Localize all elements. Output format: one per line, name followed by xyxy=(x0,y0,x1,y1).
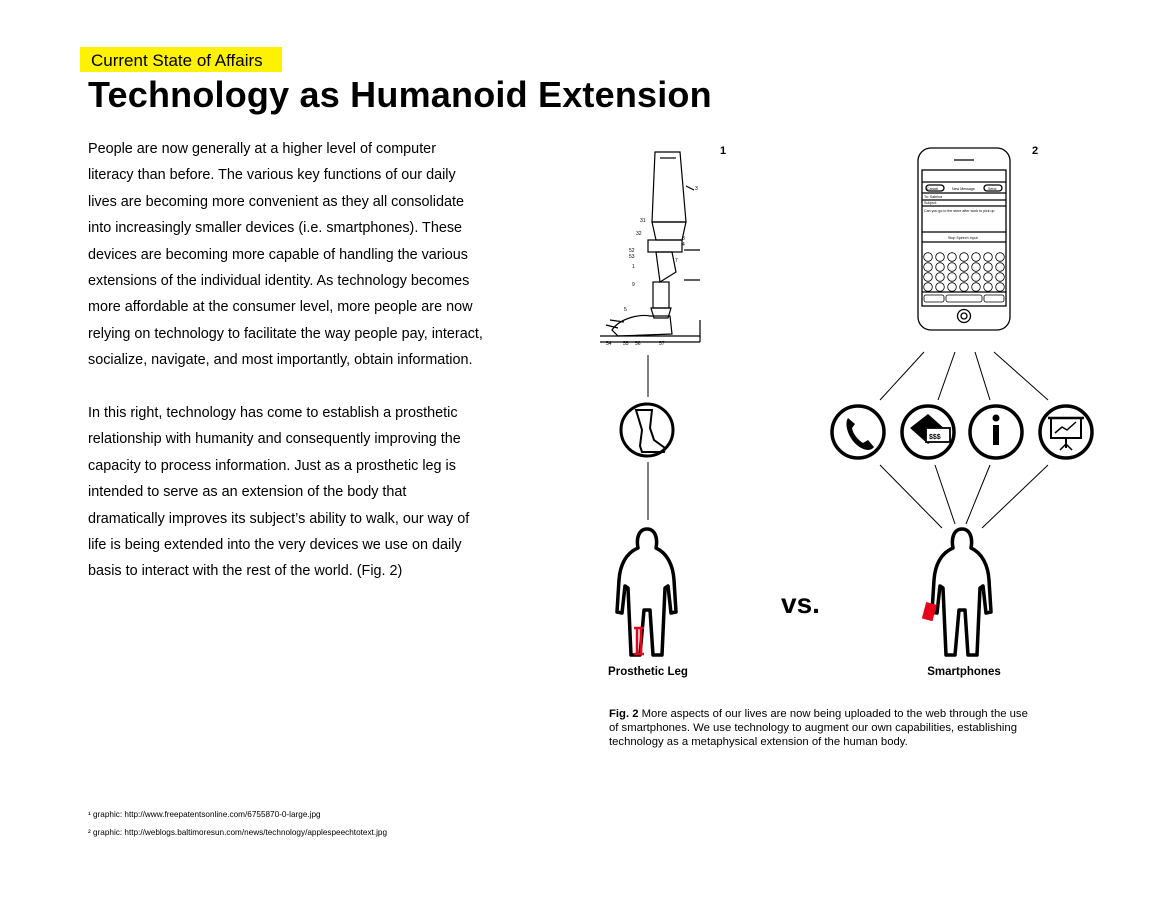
svg-text:31: 31 xyxy=(640,218,646,224)
prosthetic-leg-label: Prosthetic Leg xyxy=(608,666,688,678)
caption-prefix: Fig. 2 xyxy=(609,708,639,720)
svg-text:1: 1 xyxy=(632,264,635,270)
svg-text:55: 55 xyxy=(623,341,629,347)
human-figure-smartphone xyxy=(922,529,991,655)
paragraph-2: In this right, technology has come to establish a prosthetic relationship with humanity and consequently improving the capacity to process information. Just as a prosthetic leg is intended to serve as an extension of the body that dramatically improves its subject’s ability to walk, our way of life is being extended into the very devices we use on daily basis to interact with the rest of the world. (Fig. 2) xyxy=(88,405,470,580)
footnote-1: ¹ graphic: http://www.freepatentsonline.com/6755870-0-large.jpg xyxy=(88,810,321,819)
svg-text:53: 53 xyxy=(629,254,635,260)
page-title: Technology as Humanoid Extension xyxy=(88,74,712,115)
panel-2-number: 2 xyxy=(1032,145,1039,157)
screen-cancel-label: Cancel xyxy=(927,187,939,191)
vs-label: vs. xyxy=(781,588,820,619)
svg-text:7: 7 xyxy=(675,258,678,264)
svg-text:8: 8 xyxy=(682,236,685,242)
screen-stop-speech: Stop Speech Input xyxy=(948,236,978,240)
smartphone-marker xyxy=(922,602,937,621)
svg-text:3: 3 xyxy=(695,186,698,192)
presentation-icon xyxy=(1040,406,1092,458)
panel-1-number: 1 xyxy=(720,145,727,157)
prosthetic-leg-patent-drawing xyxy=(600,152,700,342)
phone-icon xyxy=(832,406,884,458)
human-figure-prosthetic xyxy=(617,529,676,655)
svg-text:54: 54 xyxy=(606,341,612,347)
svg-text:9: 9 xyxy=(632,282,635,288)
screen-send-label: Send xyxy=(988,187,997,191)
paragraph-1: People are now generally at a higher level of computer literacy than before. The various key functions of our daily lives are becoming more convenient as they all consolidate into increasingly smaller devices (i.e. smartphones). These devices are becoming more capable of handling the various extensions of the individual identity. As technology becomes more affordable at the consumer level, more people are now relying on technology to facilitate the way people pay, interact, socialize, navigate, and most importantly, obtain information. xyxy=(88,141,483,369)
caption-text: More aspects of our lives are now being uploaded to the web through the use of smartphones. We use technology to augment our own capabilities, establishing technology as a metaphysical extension of the human body. xyxy=(609,708,1028,748)
connector-lines xyxy=(648,352,1048,528)
footnote-2: ² graphic: http://weblogs.baltimoresun.com/news/technology/applespeechtotext.jpg xyxy=(88,827,388,837)
smartphones-label: Smartphones xyxy=(927,666,1001,678)
leg-icon xyxy=(621,404,673,456)
screen-new-message-label: New Message xyxy=(952,187,975,191)
svg-text:56: 56 xyxy=(635,341,641,347)
smartphone-keypad xyxy=(924,253,1005,302)
svg-text:4: 4 xyxy=(682,242,685,248)
payment-card-icon xyxy=(902,406,954,458)
svg-text:$$$: $$$ xyxy=(929,434,941,441)
svg-text:32: 32 xyxy=(636,231,642,237)
screen-subject-line: Subject: xyxy=(924,201,937,205)
svg-text:5: 5 xyxy=(624,307,627,313)
svg-text:57: 57 xyxy=(659,341,665,347)
screen-body-line: Can you go to the store after work to pick up xyxy=(924,209,995,213)
screen-to-line: To: Sabrina xyxy=(924,195,943,199)
figure-caption xyxy=(609,707,1039,749)
svg-text:52: 52 xyxy=(629,248,635,254)
footnotes xyxy=(88,806,387,841)
section-tag: Current State of Affairs xyxy=(80,47,282,72)
info-icon xyxy=(970,406,1022,458)
